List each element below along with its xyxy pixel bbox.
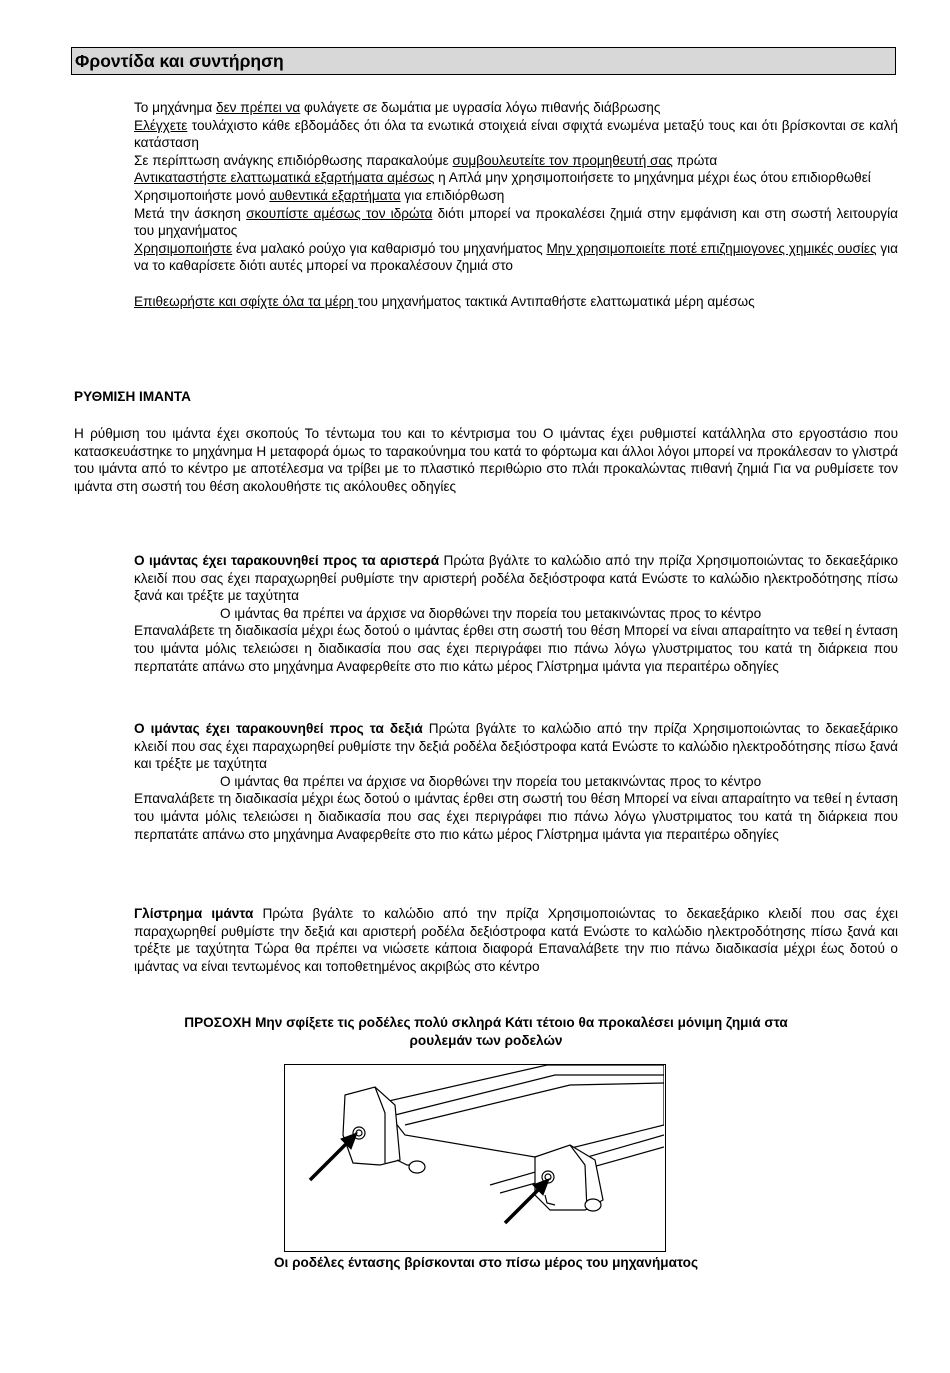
maintenance-item: Το μηχάνημα δεν πρέπει να φυλάγετε σε δωμάτια με υγρασία λόγω πιθανής διάβρωσης [134, 100, 661, 115]
treadmill-illustration [285, 1065, 664, 1250]
figure-caption: Οι ροδέλες έντασης βρίσκονται στο πίσω μέρος του μηχανήματος [273, 1255, 699, 1270]
maintenance-list [134, 99, 898, 311]
maintenance-item-cloth: Χρησιμοποιήστε ένα μαλακό ρούχο για καθαρισμό του μηχανήματος Μην χρησιμοποιείτε ποτέ επιζημιογονες χημικές ουσίες για να το καθαρίσετε διότι αυτές μπορεί να προκαλέσουν ζημιά στο [134, 240, 898, 274]
maintenance-item: Σε περίπτωση ανάγκης επιδιόρθωσης παρακαλούμε συμβουλευτείτε τον προμηθευτή σας πρώτα [134, 152, 718, 168]
maintenance-item: Αντικαταστήστε ελαττωματικά εξαρτήματα αμέσως η Απλά μην χρησιμοποιήσετε το μηχάνημα μέχρι έως ότου επιδιορθωθεί [134, 170, 871, 186]
section-title: Φροντίδα και συντήρηση [71, 47, 896, 75]
warning-notice: ΠΡΟΣΟΧΗ Μην σφίξετε τις ροδέλες πολύ σκληρά Κάτι τέτοιο θα προκαλέσει μόνιμη ζημιά στα ρουλεμάν των ροδελών [184, 1015, 788, 1048]
maintenance-item-inspect: Επιθεωρήστε και σφίχτε όλα τα μέρη του μηχανήματος τακτικά Αντιπαθήστε ελαττωματικά μέρη αμέσως [134, 293, 755, 309]
belt-slip-instructions: Γλίστρημα ιμάντα Πρώτα βγάλτε το καλώδιο από την πρίζα Χρησιμοποιώντας το δεκαεξάρικο κλειδί που σας έχει παραχωρηθεί ρυθμίστε την δεξιά και αριστερή ροδέλα δεξιόστροφα κατά Ενώστε το καλώδιο ηλεκτροδότησης πίσω ξανά και τρέξτε με ταχύτητα Τώρα θα πρέπει να νιώσετε κάποια διαφορά Επαναλάβετε την πιο πάνω διαδικασία μέχρι έως δοτού ο ιμάντας να είναι τεντωμένος και τοποθετημένος ακριβώς στο κέντρο [134, 906, 898, 974]
maintenance-item: Χρησιμοποιήστε μονό αυθεντικά εξαρτήματα για επιδιόρθωση [134, 187, 505, 203]
belt-left-instructions: Ο ιμάντας έχει ταρακουνηθεί προς τα αριστερά Πρώτα βγάλτε το καλώδιο από την πρίζα Χρησιμοποιώντας το δεκαεξάρικο κλειδί που σας έχει παραχωρηθεί ρυθμίστε την αριστερή ροδέλα δεξιόστροφα κατά Ενώστε το καλώδιο ηλεκτροδότησης πίσω ξανά και τρέξτε με ταχύτητα Ο ιμάντας θα πρέπει να άρχισε να διορθώνει την πορεία του μετακινώντας προς το κέντρο Επαναλάβετε τη διαδικασία μέχρι έως δοτού ο ιμάντας έρθει στη σωστή του θέση Μπορεί να είναι απαραίτητο να τεθεί η ένταση του ιμάντα μόλις τελειώσει η διαδικασία που σας έχει περιγράφει πιο πάνω λόγω γλυστριματος του κατά τη διάρκεια που περπατάτε απάνω στο μηχάνημα Αναφερθείτε στο πιο κάτω μέρος Γλίστρημα ιμάντα για περαιτέρω οδηγίες [134, 553, 899, 674]
belt-right-instructions: Ο ιμάντας έχει ταρακουνηθεί προς τα δεξιά Πρώτα βγάλτε το καλώδιο από την πρίζα Χρησιμοποιώντας το δεκαεξάρικο κλειδί που σας έχει παραχωρηθεί ρυθμίστε την δεξιά ροδέλα δεξιόστροφα κατά Ενώστε το καλώδιο ηλεκτροδότησης πίσω ξανά και τρέξτε με ταχύτητα Ο ιμάντας θα πρέπει να άρχισε να διορθώνει την πορεία του μετακινώντας προς το κέντρο Επαναλάβετε τη διαδικασία μέχρι έως δοτού ο ιμάντας έρθει στη σωστή του θέση Μπορεί να είναι απαραίτητο να τεθεί η ένταση του ιμάντα μόλις τελειώσει η διαδικασία που σας έχει περιγράφει πιο πάνω λόγω γλυστριματος του κατά τη διάρκεια που περπατάτε απάνω στο μηχάνημα Αναφερθείτε στο πιο κάτω μέρος Γλίστρημα ιμάντα για περαιτέρω οδηγίες [134, 721, 899, 842]
maintenance-item: Μετά την άσκηση σκουπίστε αμέσως τον ιδρώτα διότι μπορεί να προκαλέσει ζημιά στην εμφάνιση και στη σωστή λειτουργία του μηχανήματος [134, 205, 898, 239]
maintenance-item: Ελέγχετε τουλάχιστο κάθε εβδομάδες ότι όλα τα ενωτικά στοιχειά είναι σφιχτά ενωμένα μεταξύ τους και ότι βρίσκονται σε καλή κατάσταση [134, 117, 898, 151]
belt-intro-paragraph: Η ρύθμιση του ιμάντα έχει σκοπούς Το τέντωμα του και το κέντρισμα του Ο ιμάντας έχει ρυθμιστεί κατάλληλα στο εργοστάσιο που κατασκευάστηκε το μηχάνημα Η μεταφορά όμως το ταρακούνημα του κατά το φόρτωμα και άλλοι λόγοι μπορεί να προκάλεσαν το γλιστρά του ιμάντα από το κέντρο με αποτέλεσμα να τρίβει με το πλαστικό περιθώριο στο πλάι προκαλώντας πιθανή ζημιά Για να ρυθμίσετε τον ιμάντα στη σωστή του θέση ακολουθήστε τις ακόλουθες οδηγίες [74, 426, 898, 494]
treadmill-rollers-figure [284, 1064, 666, 1252]
belt-adjust-heading: ΡΥΘΜΙΣΗ ΙΜΑΝΤΑ [74, 389, 191, 404]
